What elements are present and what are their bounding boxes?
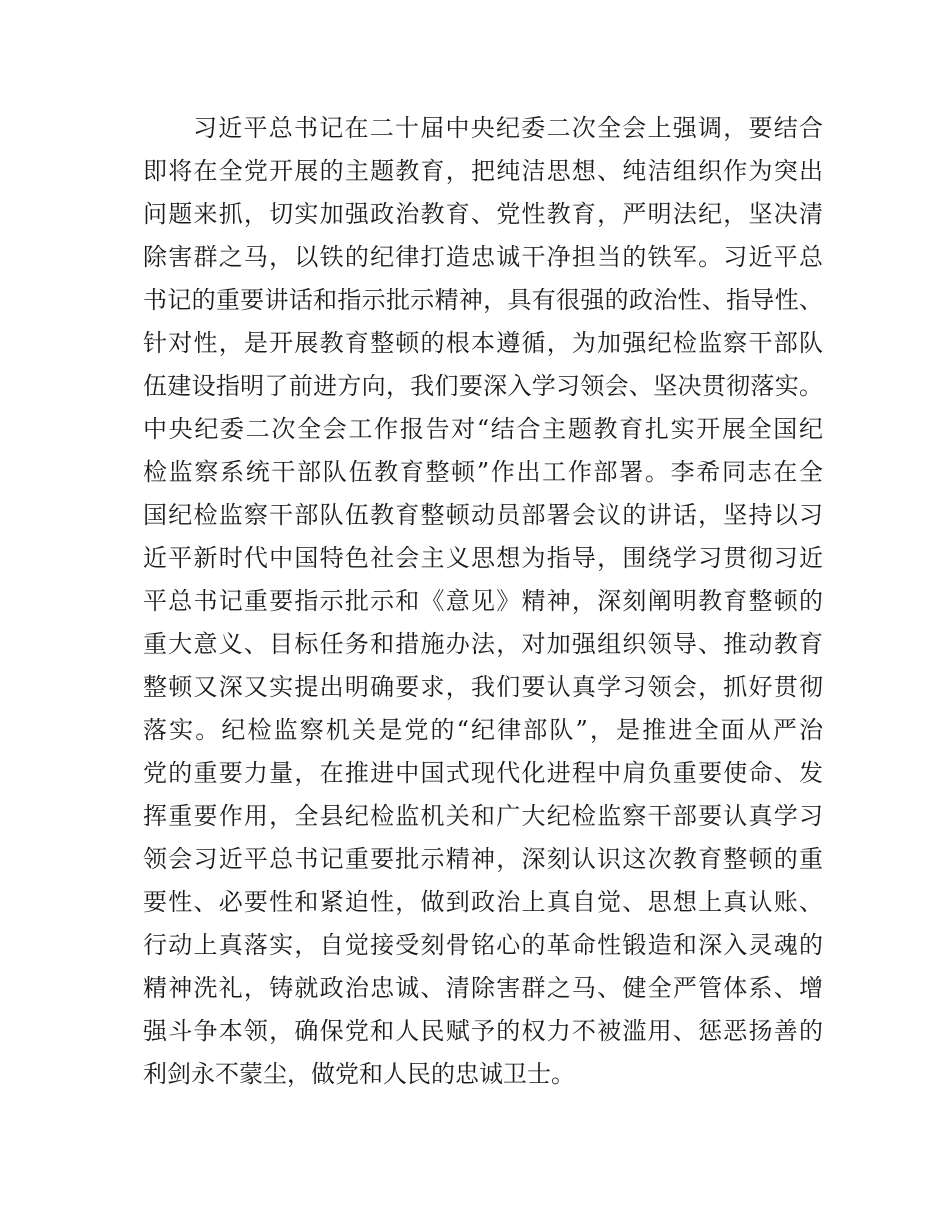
text-line: 中央纪委二次全会工作报告对“结合主题教育扎实开展全国纪 bbox=[143, 415, 823, 443]
text-line: 落实。纪检监察机关是党的“纪律部队”，是推进全面从严治 bbox=[143, 716, 823, 744]
text-line: 整顿又深又实提出明确要求，我们要认真学习领会，抓好贯彻 bbox=[143, 673, 823, 701]
text-line: 习近平总书记在二十届中央纪委二次全会上强调，要结合 bbox=[193, 114, 823, 142]
text-line: 国纪检监察干部队伍教育整顿动员部署会议的讲话，坚持以习 bbox=[143, 501, 823, 529]
text-line: 精神洗礼，铸就政治忠诚、清除害群之马、健全严管体系、增 bbox=[143, 974, 823, 1002]
text-line: 行动上真落实，自觉接受刻骨铭心的革命性锻造和深入灵魂的 bbox=[143, 931, 823, 959]
text-line: 强斗争本领，确保党和人民赋予的权力不被滥用、惩恶扬善的 bbox=[143, 1017, 823, 1045]
text-line: 领会习近平总书记重要批示精神，深刻认识这次教育整顿的重 bbox=[143, 845, 823, 873]
text-line: 问题来抓，切实加强政治教育、党性教育，严明法纪，坚决清 bbox=[143, 200, 823, 228]
text-line: 挥重要作用，全县纪检监机关和广大纪检监察干部要认真学习 bbox=[143, 802, 823, 830]
text-line: 平总书记重要指示批示和《意见》精神，深刻阐明教育整顿的 bbox=[143, 587, 823, 615]
text-line: 近平新时代中国特色社会主义思想为指导，围绕学习贯彻习近 bbox=[143, 544, 823, 572]
text-line: 重大意义、目标任务和措施办法，对加强组织领导、推动教育 bbox=[143, 630, 823, 658]
text-line: 要性、必要性和紧迫性，做到政治上真自觉、思想上真认账、 bbox=[143, 888, 823, 916]
text-line: 书记的重要讲话和指示批示精神，具有很强的政治性、指导性、 bbox=[143, 286, 823, 314]
text-line: 党的重要力量，在推进中国式现代化进程中肩负重要使命、发 bbox=[143, 759, 823, 787]
text-line: 除害群之马，以铁的纪律打造忠诚干净担当的铁军。习近平总 bbox=[143, 243, 823, 271]
text-line: 利剑永不蒙尘，做党和人民的忠诚卫士。 bbox=[143, 1060, 575, 1088]
text-line: 伍建设指明了前进方向，我们要深入学习领会、坚决贯彻落实。 bbox=[143, 372, 823, 400]
text-line: 针对性，是开展教育整顿的根本遵循，为加强纪检监察干部队 bbox=[143, 329, 823, 357]
text-line: 即将在全党开展的主题教育，把纯洁思想、纯洁组织作为突出 bbox=[143, 157, 823, 185]
text-line: 检监察系统干部队伍教育整顿”作出工作部署。李希同志在全 bbox=[143, 458, 823, 486]
